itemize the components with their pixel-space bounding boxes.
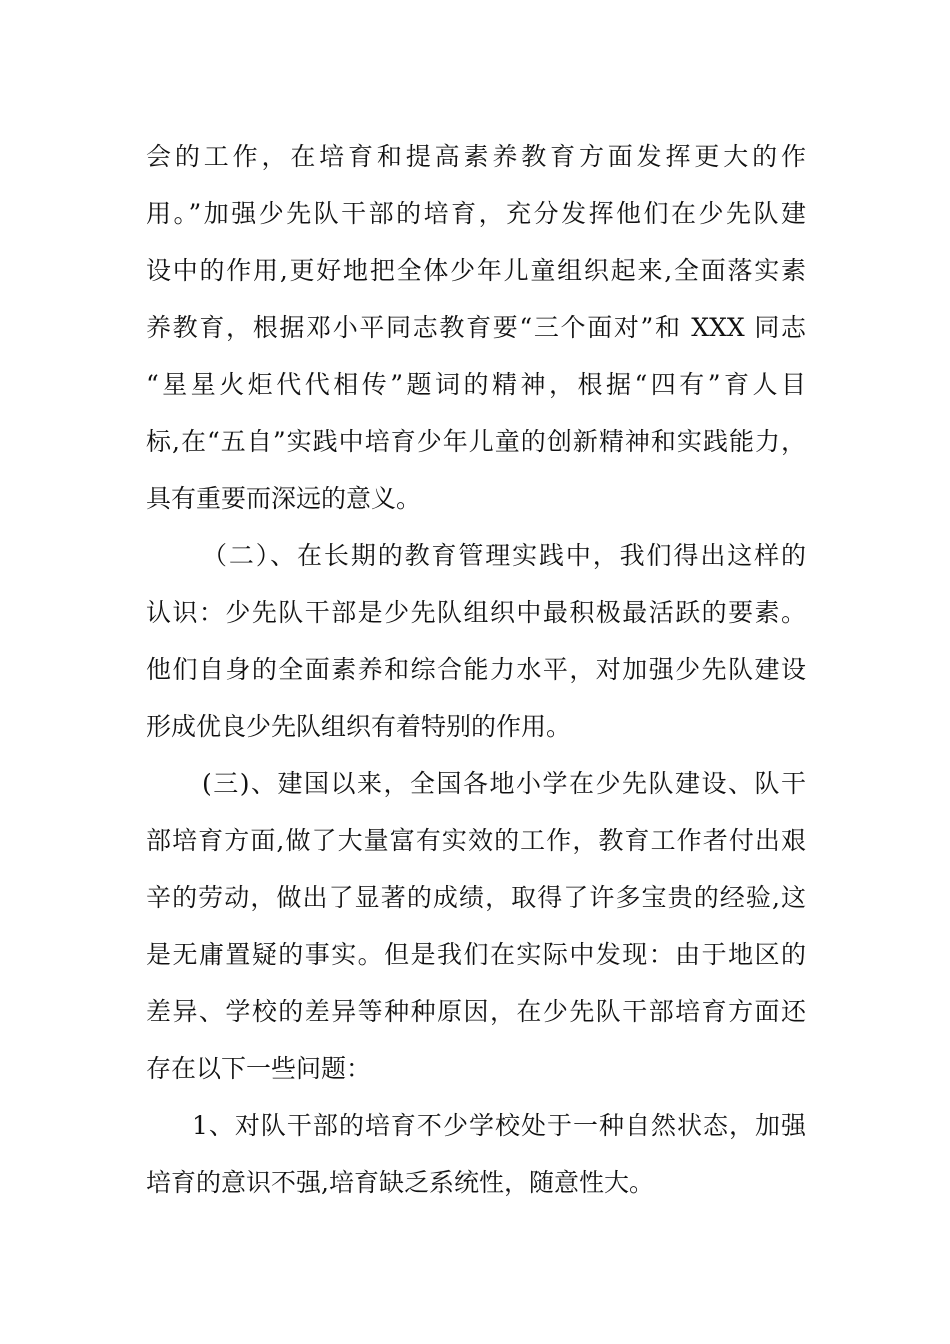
paragraph-line: 他们自身的全面素养和综合能力水平，对加强少先队建设	[146, 655, 806, 684]
paragraph-line: 培育的意识不强,培育缺乏系统性，随意性大。	[146, 1168, 654, 1197]
paragraph-line: 部培育方面,做了大量富有实效的工作，教育工作者付出艰	[146, 826, 806, 855]
paragraph-line: 设中的作用,更好地把全体少年儿童组织起来,全面落实素	[146, 256, 806, 285]
paragraph-line-indented: (三)、建国以来，全国各地小学在少先队建设、队干	[202, 769, 806, 798]
paragraph-line: 辛的劳动，做出了显著的成绩，取得了许多宝贵的经验,这	[146, 883, 806, 912]
paragraph-line: 差异、学校的差异等种种原因，在少先队干部培育方面还	[146, 997, 806, 1026]
paragraph-line: 是无庸置疑的事实。但是我们在实际中发现：由于地区的	[146, 940, 806, 969]
body-text	[146, 128, 806, 1211]
paragraph-line: 存在以下一些问题：	[146, 1054, 372, 1083]
paragraph-line: 具有重要而深远的意义。	[146, 484, 422, 513]
paragraph-line: 标,在“五自”实践中培育少年儿童的创新精神和实践能力，	[146, 427, 806, 456]
paragraph-line-indented: （二）、在长期的教育管理实践中，我们得出这样的	[202, 541, 806, 570]
paragraph-line: “星星火炬代代相传”题词的精神，根据“四有”育人目	[146, 370, 806, 399]
paragraph-line: 形成优良少先队组织有着特别的作用。	[146, 712, 572, 741]
paragraph-line: 养教育，根据邓小平同志教育要“三个面对”和 XXX 同志	[146, 313, 806, 342]
paragraph-line: 用。”加强少先队干部的培育，充分发挥他们在少先队建	[146, 199, 806, 228]
paragraph-line-indented: 1、对队干部的培育不少学校处于一种自然状态，加强	[192, 1111, 806, 1140]
paragraph-line: 会的工作，在培育和提高素养教育方面发挥更大的作	[146, 142, 806, 171]
paragraph-line: 认识：少先队干部是少先队组织中最积极最活跃的要素。	[146, 598, 806, 627]
